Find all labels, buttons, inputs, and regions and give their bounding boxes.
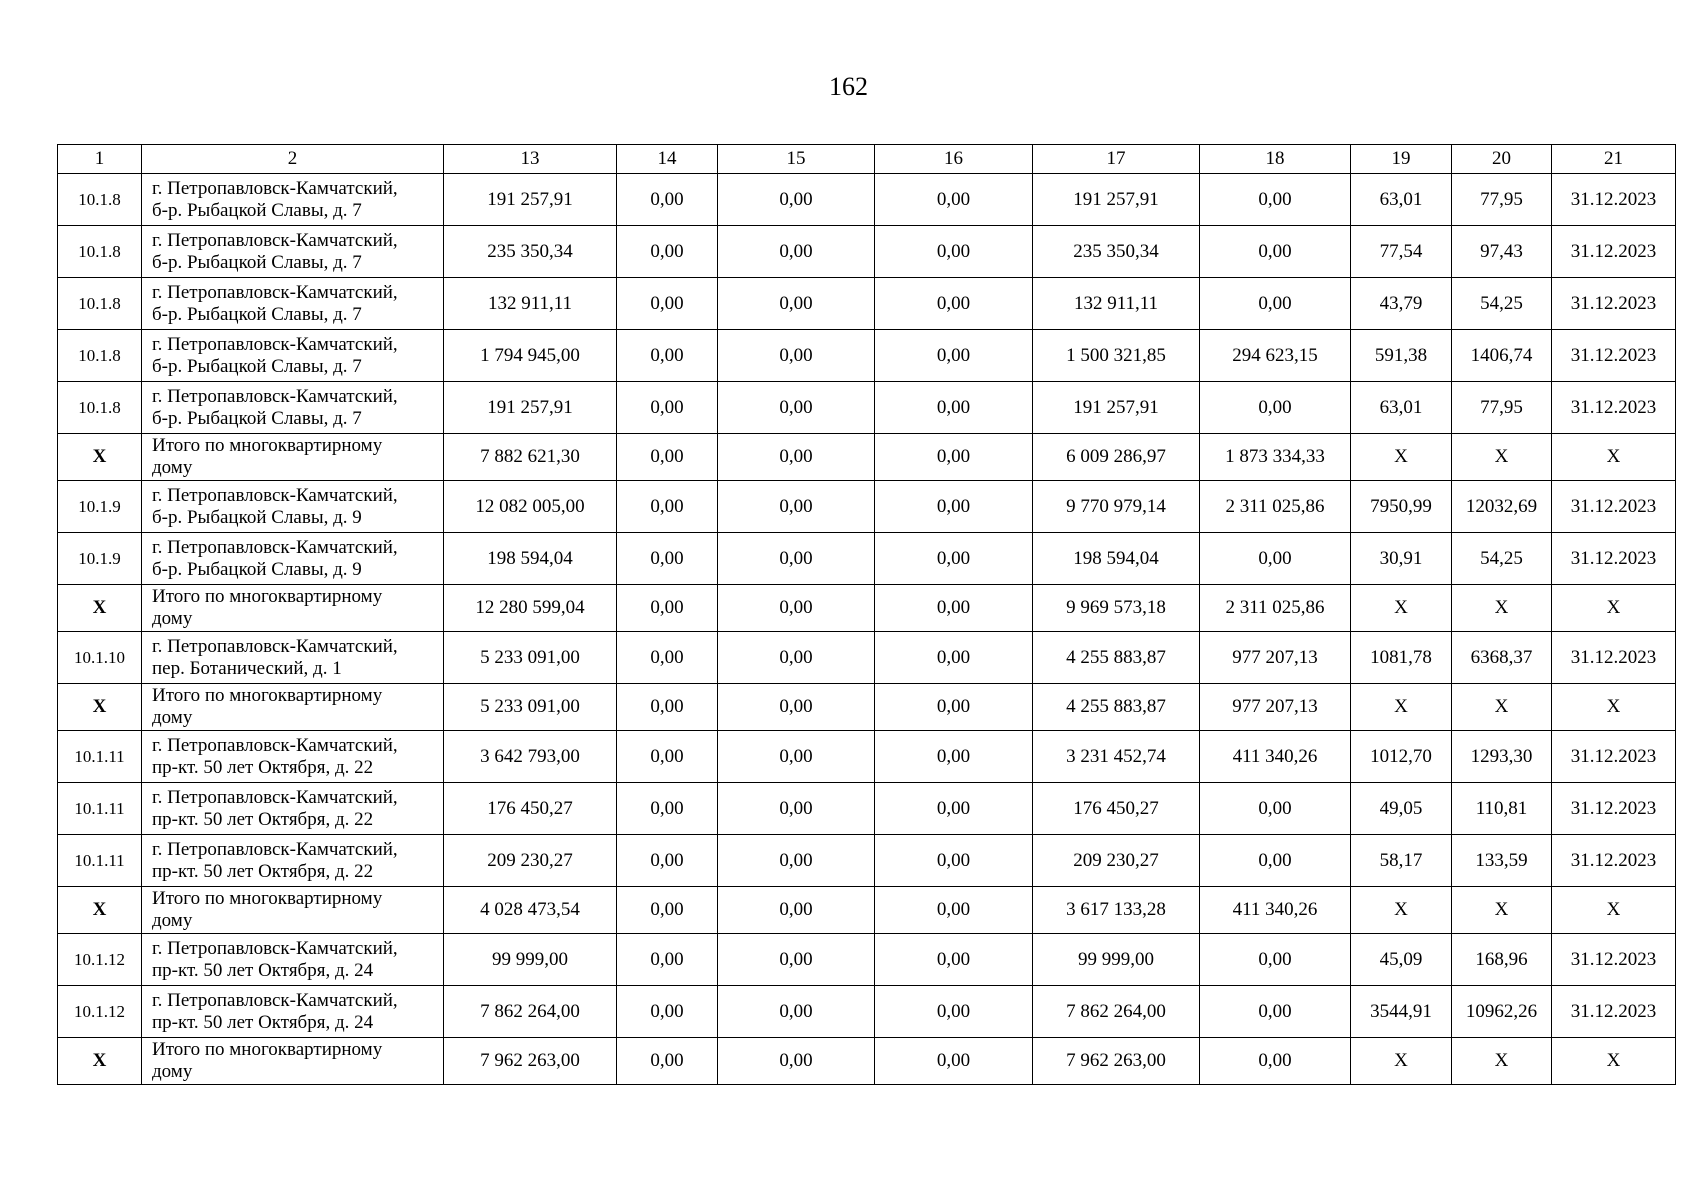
cell-col-20: Х — [1452, 585, 1552, 632]
total-row — [58, 1038, 1676, 1085]
column-header: 17 — [1033, 145, 1200, 174]
cell-col-16: 0,00 — [875, 684, 1033, 731]
address-line: Итого по многоквартирному — [152, 888, 383, 909]
cell-col-13: 12 280 599,04 — [444, 585, 617, 632]
cell-address — [142, 226, 444, 278]
cell-col-21: 31.12.2023 — [1552, 986, 1676, 1038]
cell-col-14: 0,00 — [617, 684, 718, 731]
cell-col-16: 0,00 — [875, 835, 1033, 887]
cell-col-17: 4 255 883,87 — [1033, 632, 1200, 684]
cell-address — [142, 585, 444, 632]
cell-row-number: 10.1.8 — [58, 382, 142, 434]
cell-address — [142, 887, 444, 934]
cell-col-18: 0,00 — [1200, 783, 1351, 835]
cell-col-16: 0,00 — [875, 934, 1033, 986]
cell-col-14: 0,00 — [617, 585, 718, 632]
cell-col-18: 0,00 — [1200, 533, 1351, 585]
address-line: Итого по многоквартирному — [152, 586, 383, 607]
column-header: 15 — [718, 145, 875, 174]
cell-col-19: 1081,78 — [1351, 632, 1452, 684]
cell-col-16: 0,00 — [875, 434, 1033, 481]
cell-row-number: Х — [58, 684, 142, 731]
cell-row-number: 10.1.11 — [58, 835, 142, 887]
cell-col-16: 0,00 — [875, 174, 1033, 226]
cell-col-13: 235 350,34 — [444, 226, 617, 278]
cell-col-20: 1293,30 — [1452, 731, 1552, 783]
cell-row-number: Х — [58, 585, 142, 632]
cell-col-16: 0,00 — [875, 585, 1033, 632]
cell-col-19: Х — [1351, 684, 1452, 731]
cell-col-19: 1012,70 — [1351, 731, 1452, 783]
cell-col-14: 0,00 — [617, 934, 718, 986]
address-line: дому — [152, 707, 193, 728]
address-line: пр-кт. 50 лет Октября, д. 22 — [152, 808, 374, 830]
cell-row-number: Х — [58, 1038, 142, 1085]
cell-col-18: 2 311 025,86 — [1200, 481, 1351, 533]
cell-col-18: 0,00 — [1200, 382, 1351, 434]
column-header: 14 — [617, 145, 718, 174]
cell-col-17: 4 255 883,87 — [1033, 684, 1200, 731]
cell-col-15: 0,00 — [718, 226, 875, 278]
cell-col-18: 0,00 — [1200, 226, 1351, 278]
cell-col-16: 0,00 — [875, 226, 1033, 278]
cell-col-18: 0,00 — [1200, 1038, 1351, 1085]
cell-col-13: 12 082 005,00 — [444, 481, 617, 533]
cell-col-21: 31.12.2023 — [1552, 226, 1676, 278]
cell-address — [142, 174, 444, 226]
cell-col-15: 0,00 — [718, 481, 875, 533]
cell-col-17: 7 862 264,00 — [1033, 986, 1200, 1038]
column-header: 2 — [142, 145, 444, 174]
cell-col-16: 0,00 — [875, 986, 1033, 1038]
cell-col-14: 0,00 — [617, 382, 718, 434]
cell-col-18: 0,00 — [1200, 986, 1351, 1038]
cell-col-20: 1406,74 — [1452, 330, 1552, 382]
address-line: г. Петропавловск-Камчатский, — [152, 536, 398, 558]
cell-col-20: 12032,69 — [1452, 481, 1552, 533]
cell-col-19: 7950,99 — [1351, 481, 1452, 533]
cell-col-14: 0,00 — [617, 1038, 718, 1085]
table-row — [58, 632, 1676, 684]
table-row — [58, 731, 1676, 783]
cell-col-19: 30,91 — [1351, 533, 1452, 585]
cell-col-21: Х — [1552, 585, 1676, 632]
address-line: пр-кт. 50 лет Октября, д. 22 — [152, 860, 374, 882]
address-line: б-р. Рыбацкой Славы, д. 7 — [152, 355, 362, 377]
cell-address — [142, 481, 444, 533]
address-line: б-р. Рыбацкой Славы, д. 7 — [152, 303, 362, 325]
cell-col-16: 0,00 — [875, 632, 1033, 684]
address-line: г. Петропавловск-Камчатский, — [152, 989, 398, 1011]
cell-col-13: 5 233 091,00 — [444, 632, 617, 684]
cell-col-17: 6 009 286,97 — [1033, 434, 1200, 481]
cell-col-16: 0,00 — [875, 783, 1033, 835]
cell-col-14: 0,00 — [617, 731, 718, 783]
cell-col-17: 176 450,27 — [1033, 783, 1200, 835]
page-number: 162 — [829, 72, 868, 101]
address-line: дому — [152, 910, 193, 931]
address-line: Итого по многоквартирному — [152, 685, 383, 706]
cell-col-14: 0,00 — [617, 533, 718, 585]
cell-col-17: 132 911,11 — [1033, 278, 1200, 330]
column-header: 13 — [444, 145, 617, 174]
cell-col-21: 31.12.2023 — [1552, 934, 1676, 986]
address-line: пр-кт. 50 лет Октября, д. 22 — [152, 756, 374, 778]
address-line: дому — [152, 457, 193, 478]
cell-col-21: 31.12.2023 — [1552, 835, 1676, 887]
cell-col-20: 54,25 — [1452, 533, 1552, 585]
total-row — [58, 434, 1676, 481]
cell-col-19: 3544,91 — [1351, 986, 1452, 1038]
cell-col-16: 0,00 — [875, 278, 1033, 330]
table-row — [58, 481, 1676, 533]
table-row — [58, 835, 1676, 887]
cell-col-19: 77,54 — [1351, 226, 1452, 278]
cell-col-21: Х — [1552, 434, 1676, 481]
cell-col-15: 0,00 — [718, 278, 875, 330]
cell-col-20: 97,43 — [1452, 226, 1552, 278]
cell-col-14: 0,00 — [617, 174, 718, 226]
address-line: б-р. Рыбацкой Славы, д. 7 — [152, 251, 362, 273]
cell-col-13: 132 911,11 — [444, 278, 617, 330]
cell-col-17: 9 770 979,14 — [1033, 481, 1200, 533]
cell-address — [142, 382, 444, 434]
cell-col-20: Х — [1452, 434, 1552, 481]
cell-col-16: 0,00 — [875, 1038, 1033, 1085]
cell-row-number: 10.1.11 — [58, 731, 142, 783]
table-row — [58, 783, 1676, 835]
address-line: б-р. Рыбацкой Славы, д. 7 — [152, 407, 362, 429]
column-header: 18 — [1200, 145, 1351, 174]
table-row — [58, 382, 1676, 434]
cell-address — [142, 632, 444, 684]
cell-col-21: 31.12.2023 — [1552, 533, 1676, 585]
cell-col-17: 191 257,91 — [1033, 174, 1200, 226]
cell-col-19: 591,38 — [1351, 330, 1452, 382]
cell-row-number: 10.1.8 — [58, 330, 142, 382]
cell-row-number: 10.1.11 — [58, 783, 142, 835]
cell-col-15: 0,00 — [718, 783, 875, 835]
cell-col-16: 0,00 — [875, 481, 1033, 533]
cell-row-number: Х — [58, 434, 142, 481]
cell-col-17: 7 962 263,00 — [1033, 1038, 1200, 1085]
cell-col-13: 176 450,27 — [444, 783, 617, 835]
cell-address — [142, 986, 444, 1038]
cell-col-13: 5 233 091,00 — [444, 684, 617, 731]
address-line: г. Петропавловск-Камчатский, — [152, 635, 398, 657]
cell-col-15: 0,00 — [718, 1038, 875, 1085]
cell-col-16: 0,00 — [875, 330, 1033, 382]
cell-col-19: 58,17 — [1351, 835, 1452, 887]
cell-col-20: Х — [1452, 1038, 1552, 1085]
address-line: г. Петропавловск-Камчатский, — [152, 177, 398, 199]
table-row — [58, 986, 1676, 1038]
address-line: пр-кт. 50 лет Октября, д. 24 — [152, 1011, 374, 1033]
cell-col-20: 6368,37 — [1452, 632, 1552, 684]
cell-col-15: 0,00 — [718, 731, 875, 783]
address-line: пр-кт. 50 лет Октября, д. 24 — [152, 959, 374, 981]
cell-col-21: Х — [1552, 887, 1676, 934]
table-row — [58, 330, 1676, 382]
cell-address — [142, 731, 444, 783]
cell-col-14: 0,00 — [617, 330, 718, 382]
cell-col-20: 10962,26 — [1452, 986, 1552, 1038]
cell-col-17: 191 257,91 — [1033, 382, 1200, 434]
cell-row-number: 10.1.8 — [58, 226, 142, 278]
cell-col-21: 31.12.2023 — [1552, 174, 1676, 226]
cell-address — [142, 1038, 444, 1085]
header-row — [58, 145, 1676, 174]
cell-col-15: 0,00 — [718, 934, 875, 986]
cell-col-14: 0,00 — [617, 226, 718, 278]
cell-row-number: 10.1.12 — [58, 934, 142, 986]
cell-col-15: 0,00 — [718, 330, 875, 382]
cell-col-20: 54,25 — [1452, 278, 1552, 330]
cell-col-13: 7 882 621,30 — [444, 434, 617, 481]
address-line: г. Петропавловск-Камчатский, — [152, 937, 398, 959]
cell-col-20: Х — [1452, 684, 1552, 731]
cell-col-14: 0,00 — [617, 632, 718, 684]
cell-col-19: 45,09 — [1351, 934, 1452, 986]
cell-col-15: 0,00 — [718, 174, 875, 226]
column-header: 16 — [875, 145, 1033, 174]
address-line: г. Петропавловск-Камчатский, — [152, 838, 398, 860]
cell-col-15: 0,00 — [718, 632, 875, 684]
cell-col-15: 0,00 — [718, 382, 875, 434]
cell-col-18: 0,00 — [1200, 174, 1351, 226]
table-body — [58, 145, 1676, 1085]
cell-col-18: 2 311 025,86 — [1200, 585, 1351, 632]
cell-col-13: 191 257,91 — [444, 174, 617, 226]
cell-col-20: 77,95 — [1452, 174, 1552, 226]
cell-col-16: 0,00 — [875, 731, 1033, 783]
cell-col-14: 0,00 — [617, 887, 718, 934]
cell-col-19: 49,05 — [1351, 783, 1452, 835]
cell-row-number: 10.1.12 — [58, 986, 142, 1038]
cell-col-14: 0,00 — [617, 481, 718, 533]
cell-col-21: 31.12.2023 — [1552, 731, 1676, 783]
cell-col-15: 0,00 — [718, 887, 875, 934]
cell-col-21: 31.12.2023 — [1552, 481, 1676, 533]
cell-col-13: 7 862 264,00 — [444, 986, 617, 1038]
address-line: г. Петропавловск-Камчатский, — [152, 484, 398, 506]
cell-col-14: 0,00 — [617, 434, 718, 481]
cell-col-16: 0,00 — [875, 887, 1033, 934]
cell-col-15: 0,00 — [718, 835, 875, 887]
cell-row-number: 10.1.10 — [58, 632, 142, 684]
address-line: пер. Ботанический, д. 1 — [152, 657, 342, 679]
address-line: б-р. Рыбацкой Славы, д. 7 — [152, 199, 362, 221]
cell-col-17: 1 500 321,85 — [1033, 330, 1200, 382]
cell-row-number: 10.1.9 — [58, 533, 142, 585]
cell-col-18: 0,00 — [1200, 278, 1351, 330]
address-line: б-р. Рыбацкой Славы, д. 9 — [152, 506, 362, 528]
cell-col-19: 63,01 — [1351, 382, 1452, 434]
cell-col-20: 110,81 — [1452, 783, 1552, 835]
cell-col-18: 0,00 — [1200, 934, 1351, 986]
address-line: г. Петропавловск-Камчатский, — [152, 786, 398, 808]
cell-col-21: 31.12.2023 — [1552, 330, 1676, 382]
cell-col-16: 0,00 — [875, 382, 1033, 434]
total-row — [58, 585, 1676, 632]
cell-col-13: 99 999,00 — [444, 934, 617, 986]
cell-address — [142, 278, 444, 330]
address-line: г. Петропавловск-Камчатский, — [152, 734, 398, 756]
cell-col-18: 411 340,26 — [1200, 887, 1351, 934]
cell-col-15: 0,00 — [718, 533, 875, 585]
column-header: 21 — [1552, 145, 1676, 174]
cell-col-13: 209 230,27 — [444, 835, 617, 887]
cell-row-number: 10.1.9 — [58, 481, 142, 533]
cell-address — [142, 434, 444, 481]
table-row — [58, 934, 1676, 986]
cell-col-17: 3 617 133,28 — [1033, 887, 1200, 934]
cell-col-14: 0,00 — [617, 835, 718, 887]
address-line: г. Петропавловск-Камчатский, — [152, 229, 398, 251]
cell-address — [142, 684, 444, 731]
address-line: г. Петропавловск-Камчатский, — [152, 333, 398, 355]
address-line: Итого по многоквартирному — [152, 1039, 383, 1060]
cell-col-18: 0,00 — [1200, 835, 1351, 887]
cell-col-16: 0,00 — [875, 533, 1033, 585]
cell-col-20: Х — [1452, 887, 1552, 934]
cell-col-21: 31.12.2023 — [1552, 278, 1676, 330]
cell-col-17: 209 230,27 — [1033, 835, 1200, 887]
cell-col-20: 168,96 — [1452, 934, 1552, 986]
cell-row-number: 10.1.8 — [58, 174, 142, 226]
cell-address — [142, 783, 444, 835]
cell-col-13: 3 642 793,00 — [444, 731, 617, 783]
cell-col-18: 1 873 334,33 — [1200, 434, 1351, 481]
cell-col-20: 133,59 — [1452, 835, 1552, 887]
cell-col-15: 0,00 — [718, 585, 875, 632]
column-header: 19 — [1351, 145, 1452, 174]
cell-col-18: 411 340,26 — [1200, 731, 1351, 783]
cell-col-14: 0,00 — [617, 986, 718, 1038]
cell-address — [142, 533, 444, 585]
column-header: 20 — [1452, 145, 1552, 174]
address-line: дому — [152, 608, 193, 629]
cell-col-17: 235 350,34 — [1033, 226, 1200, 278]
table-row — [58, 226, 1676, 278]
table-row — [58, 174, 1676, 226]
cell-col-18: 977 207,13 — [1200, 632, 1351, 684]
data-table — [57, 144, 1676, 1085]
cell-col-17: 198 594,04 — [1033, 533, 1200, 585]
cell-col-15: 0,00 — [718, 986, 875, 1038]
cell-address — [142, 330, 444, 382]
cell-col-21: 31.12.2023 — [1552, 382, 1676, 434]
address-line: Итого по многоквартирному — [152, 435, 383, 456]
address-line: б-р. Рыбацкой Славы, д. 9 — [152, 558, 362, 580]
cell-address — [142, 934, 444, 986]
cell-col-21: Х — [1552, 684, 1676, 731]
cell-row-number: Х — [58, 887, 142, 934]
cell-row-number: 10.1.8 — [58, 278, 142, 330]
cell-col-13: 198 594,04 — [444, 533, 617, 585]
cell-col-21: Х — [1552, 1038, 1676, 1085]
address-line: дому — [152, 1061, 193, 1082]
total-row — [58, 887, 1676, 934]
cell-col-14: 0,00 — [617, 783, 718, 835]
address-line: г. Петропавловск-Камчатский, — [152, 281, 398, 303]
cell-col-20: 77,95 — [1452, 382, 1552, 434]
cell-col-19: Х — [1351, 434, 1452, 481]
cell-col-15: 0,00 — [718, 434, 875, 481]
cell-col-17: 99 999,00 — [1033, 934, 1200, 986]
cell-col-14: 0,00 — [617, 278, 718, 330]
cell-col-19: Х — [1351, 887, 1452, 934]
address-line: г. Петропавловск-Камчатский, — [152, 385, 398, 407]
cell-col-19: 63,01 — [1351, 174, 1452, 226]
total-row — [58, 684, 1676, 731]
column-header: 1 — [58, 145, 142, 174]
cell-col-21: 31.12.2023 — [1552, 632, 1676, 684]
cell-col-13: 1 794 945,00 — [444, 330, 617, 382]
cell-col-17: 3 231 452,74 — [1033, 731, 1200, 783]
cell-col-21: 31.12.2023 — [1552, 783, 1676, 835]
cell-col-18: 294 623,15 — [1200, 330, 1351, 382]
cell-col-13: 4 028 473,54 — [444, 887, 617, 934]
cell-col-13: 7 962 263,00 — [444, 1038, 617, 1085]
cell-col-15: 0,00 — [718, 684, 875, 731]
cell-col-19: Х — [1351, 1038, 1452, 1085]
cell-col-18: 977 207,13 — [1200, 684, 1351, 731]
table-row — [58, 533, 1676, 585]
table-row — [58, 278, 1676, 330]
cell-col-19: 43,79 — [1351, 278, 1452, 330]
cell-col-13: 191 257,91 — [444, 382, 617, 434]
cell-col-19: Х — [1351, 585, 1452, 632]
cell-col-17: 9 969 573,18 — [1033, 585, 1200, 632]
cell-address — [142, 835, 444, 887]
